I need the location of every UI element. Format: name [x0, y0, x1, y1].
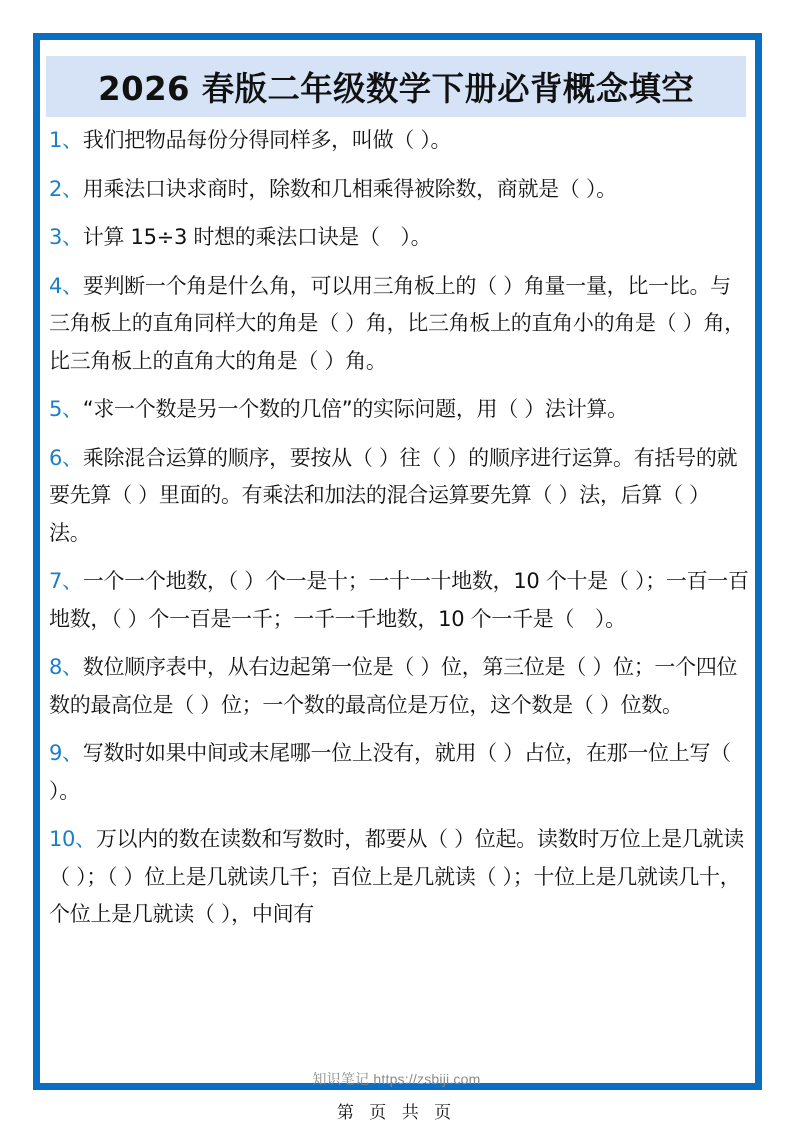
question-item: [49, 122, 749, 160]
question-item: [49, 649, 749, 724]
question-text: 万以内的数在读数和写数时，都要从（ ）位起。读数时万位上是几就读（ ）；（ ）位上是几就读几千；百位上是几就读（ ）；十位上是几就读几十，个位上是几就读（ ），中间有: [49, 827, 744, 926]
question-list: [49, 122, 749, 945]
question-item: [49, 735, 749, 810]
question-text: 计算 15÷3 时想的乘法口诀是（ ）。: [82, 225, 432, 249]
question-text: 我们把物品每份分得同样多，叫做（ ）。: [82, 128, 452, 152]
page-frame: [33, 33, 762, 1090]
question-number: 2、: [49, 176, 83, 201]
question-number: 10、: [49, 827, 96, 851]
question-item: [49, 171, 749, 209]
question-item: [49, 268, 749, 381]
question-text: 用乘法口诀求商时，除数和几相乘得被除数，商就是（ ）。: [82, 176, 617, 201]
document-title: 2026 春版二年级数学下册必背概念填空: [97, 69, 695, 108]
question-text: “求一个数是另一个数的几倍”的实际问题，用（ ）法计算。: [82, 397, 628, 421]
question-item: [49, 219, 749, 257]
question-item: [49, 821, 749, 934]
question-text: 要判断一个角是什么角，可以用三角板上的（ ）角量一量，比一比。与三角板上的直角同样大的角是（ ）角，比三角板上的直角小的角是（ ）角，比三角板上的直角大的角是（ ）角。: [49, 273, 745, 373]
question-number: 3、: [49, 225, 83, 249]
question-number: 8、: [49, 655, 83, 679]
question-number: 7、: [49, 569, 83, 593]
question-number: 4、: [49, 273, 83, 298]
question-number: 6、: [49, 445, 83, 470]
question-number: 1、: [49, 128, 83, 152]
question-item: [49, 440, 749, 553]
question-text: 数位顺序表中，从右边起第一位是（ ）位，第三位是（ ）位；一个四位数的最高位是（ ）位；一个数的最高位是万位，这个数是（ ）位数。: [49, 655, 738, 717]
question-text: 写数时如果中间或末尾哪一位上没有，就用（ ）占位，在那一位上写（ ）。: [49, 741, 731, 803]
watermark-text: 知识笔记 https://zsbiji.com: [312, 1071, 481, 1087]
title-banner: [46, 56, 746, 117]
page-number-footer: 第 页 共 页: [336, 1103, 457, 1123]
question-number: 9、: [49, 741, 83, 765]
question-text: 乘除混合运算的顺序，要按从（ ）往（ ）的顺序进行运算。有括号的就要先算（ ）里面的。有乘法和加法的混合运算要先算（ ）法，后算（ ）法。: [49, 445, 738, 545]
question-text: 一个一个地数，（ ）个一是十；一十一十地数，10 个十是（ ）；一百一百地数，（ ）个一百是一千；一千一千地数，10 个一千是（ ）。: [49, 569, 749, 631]
question-number: 5、: [49, 397, 83, 421]
question-item: [49, 391, 749, 429]
question-item: [49, 563, 749, 638]
